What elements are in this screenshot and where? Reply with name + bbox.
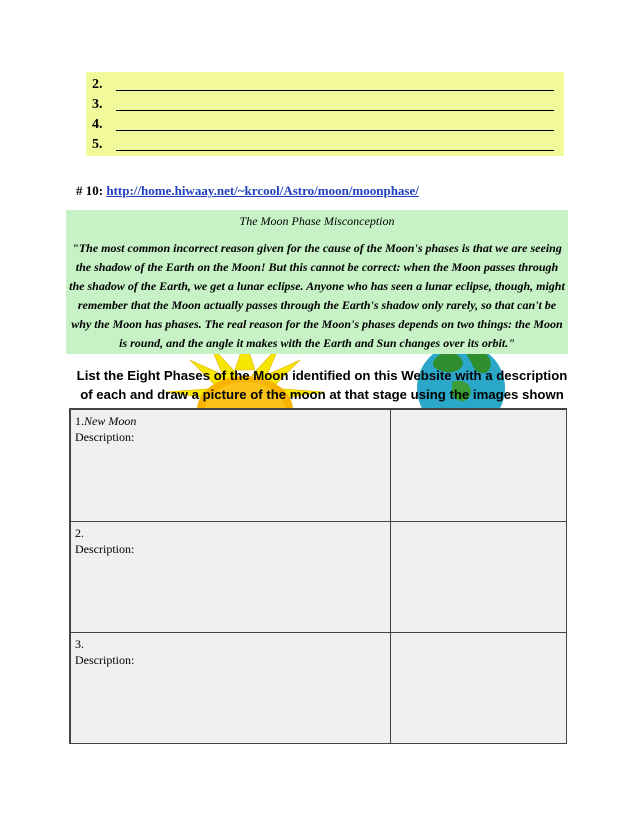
description-label: Description: — [75, 542, 135, 556]
answer-line-number: 3. — [92, 97, 103, 112]
misconception-quote-box — [66, 210, 568, 354]
answer-line-3[interactable] — [92, 95, 558, 115]
moon-phases-table — [69, 408, 567, 744]
phase-description-cell[interactable] — [70, 521, 391, 633]
answer-line-4[interactable] — [92, 115, 558, 135]
answer-underline — [116, 110, 554, 111]
phase-number: 1. — [75, 414, 84, 428]
phase-name: New Moon — [84, 414, 137, 428]
website-link[interactable]: http://home.hiwaay.net/~krcool/Astro/moon/moonphase/ — [106, 183, 419, 198]
phase-drawing-cell[interactable] — [390, 521, 567, 633]
quote-text: "The most common incorrect reason given for the cause of the Moon's phases is that we are seeing the shadow of the Earth on the Moon! But this cannot be correct: when the Moon passes through the shadow of the Earth, we get a lunar eclipse. Anyone who has seen a lunar eclipse, though, might remember that the Moon actually passes through the Earth's shadow only rarely, so that can't be why the Moon has phases. The real reason for the Moon's phases depends on two things: the Moon is round, and the angle it makes with the Earth and Sun changes over its orbit." — [69, 241, 565, 350]
phase-entry — [75, 413, 136, 445]
phase-entry — [75, 525, 134, 557]
phase-entry — [75, 636, 134, 668]
answer-line-number: 2. — [92, 77, 103, 92]
answer-underline — [116, 150, 554, 151]
description-label: Description: — [75, 430, 135, 444]
instruction-text: List the Eight Phases of the Moon identified on this Website with a description of each and draw a picture of the moon at that stage using the images shown — [76, 368, 568, 402]
answer-line-number: 5. — [92, 137, 103, 152]
phase-description-cell[interactable] — [70, 409, 391, 522]
description-label: Description: — [75, 653, 135, 667]
phase-description-cell[interactable] — [70, 632, 391, 744]
answer-line-2[interactable] — [92, 75, 558, 95]
phase-drawing-cell[interactable] — [390, 632, 567, 744]
website-number: # 10: — [76, 183, 107, 198]
website-reference — [76, 183, 419, 199]
answer-underline — [116, 90, 554, 91]
answer-line-number: 4. — [92, 117, 103, 132]
phase-number: 2. — [75, 526, 84, 540]
answer-underline — [116, 130, 554, 131]
quote-title: The Moon Phase Misconception — [239, 214, 395, 228]
answer-lines-box — [86, 72, 564, 156]
phase-drawing-cell[interactable] — [390, 409, 567, 522]
phase-number: 3. — [75, 637, 84, 651]
answer-line-5[interactable] — [92, 135, 558, 155]
